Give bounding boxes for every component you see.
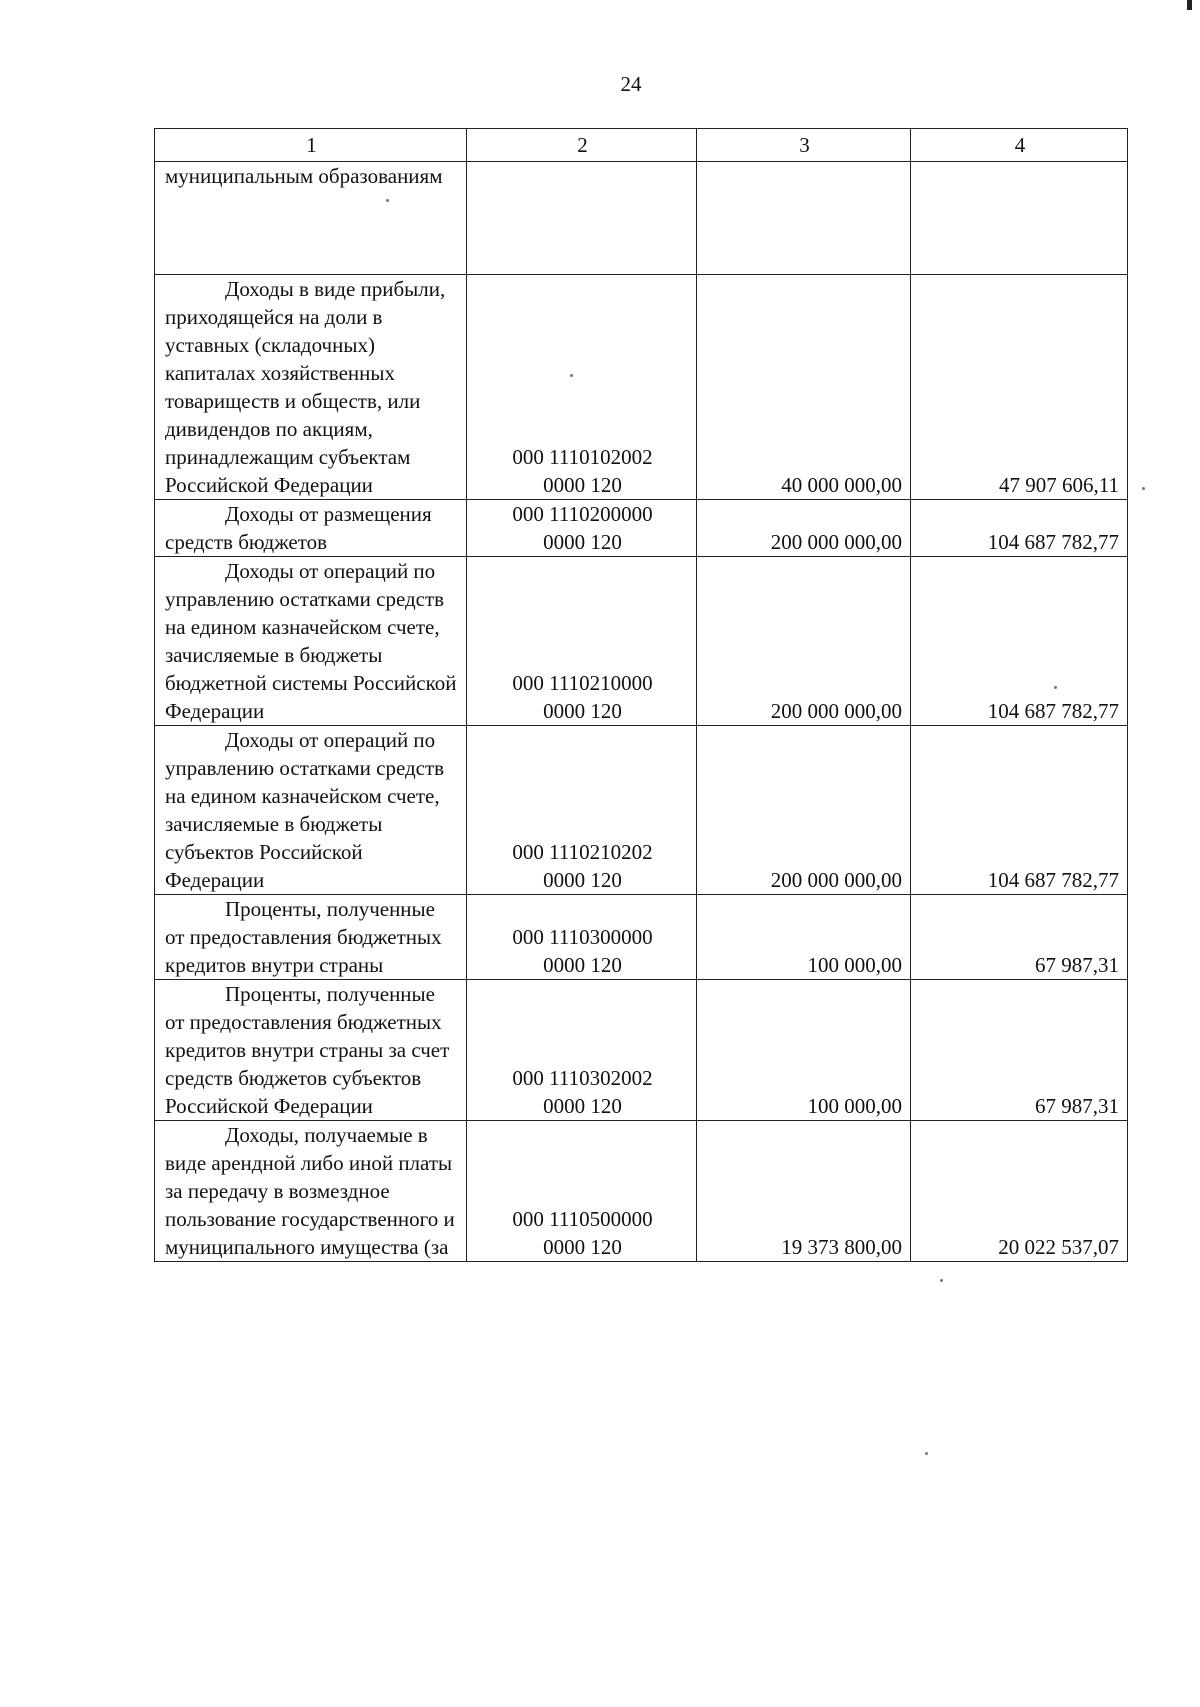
table-row: [155, 980, 1128, 1121]
scan-speck: [940, 1279, 943, 1282]
row-plan: 200 000 000,00: [697, 557, 911, 726]
row-code-line1: 000 1110300000: [512, 925, 653, 949]
row-code-line2: 0000 120: [543, 1094, 622, 1118]
column-header-2: 2: [467, 129, 697, 162]
row-name-text: Доходы от размещения средств бюджетов: [165, 502, 432, 554]
row-code: [467, 1121, 697, 1262]
row-code: [467, 500, 697, 557]
row-name: муниципальным образованиям: [155, 162, 467, 275]
row-fact: 47 907 606,11: [911, 275, 1128, 500]
row-fact: 104 687 782,77: [911, 500, 1128, 557]
row-plan: 200 000 000,00: [697, 726, 911, 895]
row-code-line1: 000 1110210000: [512, 671, 653, 695]
row-name-text: Проценты, полученные от предоставления бюджетных кредитов внутри страны за счет средств бюджетов субъектов Российской Федерации: [165, 982, 450, 1118]
row-name: [155, 1121, 467, 1262]
row-code-line2: 0000 120: [543, 699, 622, 723]
row-fact: 20 022 537,07: [911, 1121, 1128, 1262]
row-plan: 19 373 800,00: [697, 1121, 911, 1262]
row-fact: 67 987,31: [911, 980, 1128, 1121]
row-code: [467, 895, 697, 980]
table-row: [155, 1121, 1128, 1262]
page-number: 24: [620, 72, 642, 96]
row-code-line2: 0000 120: [543, 953, 622, 977]
row-name-text: Проценты, полученные от предоставления бюджетных кредитов внутри страны: [165, 897, 442, 977]
table-row: [155, 557, 1128, 726]
row-plan: 100 000,00: [697, 895, 911, 980]
column-header-4: 4: [911, 129, 1128, 162]
row-fact: 67 987,31: [911, 895, 1128, 980]
scan-speck: [386, 199, 389, 202]
revenue-table: [154, 128, 1128, 1262]
row-code: [467, 557, 697, 726]
row-code-line2: 0000 120: [543, 1235, 622, 1259]
row-code-line1: 000 1110302002: [512, 1066, 653, 1090]
row-code: [467, 980, 697, 1121]
table-row: [155, 275, 1128, 500]
row-code: [467, 726, 697, 895]
row-plan: [697, 162, 911, 275]
row-name-text: Доходы от операций по управлению остатками средств на едином казначейском счете, зачисляемые в бюджеты субъектов Российской Федерации: [165, 728, 445, 892]
row-plan: 200 000 000,00: [697, 500, 911, 557]
row-plan: 40 000 000,00: [697, 275, 911, 500]
row-code-line1: 000 1110210202: [512, 840, 653, 864]
row-fact: 104 687 782,77: [911, 557, 1128, 726]
table-row: [155, 895, 1128, 980]
row-fact: [911, 162, 1128, 275]
scan-speck: [1054, 686, 1057, 689]
row-name: [155, 726, 467, 895]
row-code-line1: 000 1110500000: [512, 1207, 653, 1231]
row-name-text: Доходы от операций по управлению остатками средств на едином казначейском счете, зачисляемые в бюджеты бюджетной системы Российской Федерации: [165, 559, 457, 723]
column-header-3: 3: [697, 129, 911, 162]
row-name-text: Доходы, получаемые в виде арендной либо иной платы за передачу в возмездное пользование государственного и муниципального имущества (за: [165, 1123, 455, 1259]
table-header-row: [155, 129, 1128, 162]
row-code-line2: 0000 120: [543, 868, 622, 892]
row-code-line1: 000 1110200000: [512, 502, 653, 526]
row-code: [467, 275, 697, 500]
row-code-line1: 000 1110102002: [512, 445, 653, 469]
row-name: [155, 500, 467, 557]
row-fact: 104 687 782,77: [911, 726, 1128, 895]
row-plan: 100 000,00: [697, 980, 911, 1121]
row-name: [155, 275, 467, 500]
table-row: [155, 726, 1128, 895]
row-name-text: Доходы в виде прибыли, приходящейся на доли в уставных (складочных) капиталах хозяйственных товариществ и обществ, или дивидендов по акциям, принадлежащим субъектам Российской Федерации: [165, 277, 446, 497]
scan-edge-mark: [1187, 0, 1192, 10]
scan-speck: [925, 1452, 928, 1455]
table-row: [155, 500, 1128, 557]
column-header-1: 1: [155, 129, 467, 162]
row-code-line2: 0000 120: [543, 530, 622, 554]
row-code-line2: 0000 120: [543, 473, 622, 497]
row-name: [155, 557, 467, 726]
scan-speck: [1142, 487, 1145, 490]
scan-speck: [570, 374, 573, 377]
row-name: [155, 980, 467, 1121]
row-code: [467, 162, 697, 275]
row-name: [155, 895, 467, 980]
table-row-continuation: [155, 162, 1128, 275]
